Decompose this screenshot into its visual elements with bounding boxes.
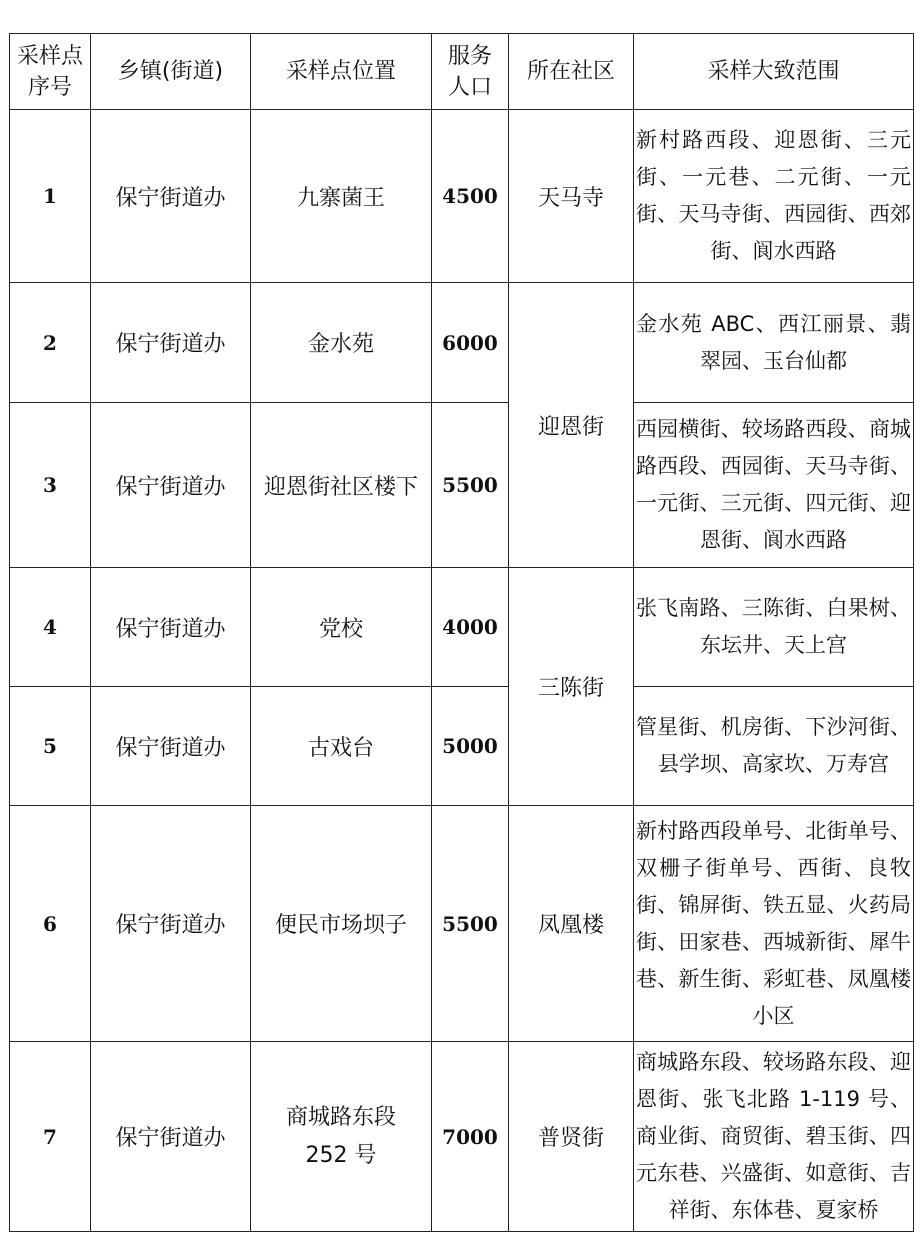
header-seq: 采样点序号 [10,34,91,110]
cell-town: 保宁街道办 [91,806,251,1042]
cell-community: 普贤街 [509,1042,634,1232]
header-town: 乡镇(街道) [91,34,251,110]
cell-range: 管星街、机房街、下沙河街、县学坝、高家坎、万寿宫 [634,687,914,806]
cell-seq: 7 [10,1042,91,1232]
header-population: 服务人口 [432,34,509,110]
cell-community: 天马寺 [509,110,634,283]
cell-location: 古戏台 [251,687,432,806]
cell-range: 商城路东段、较场路东段、迎恩街、张飞北路 1-119 号、商业街、商贸街、碧玉街、四元东巷、兴盛街、如意街、吉祥街、东体巷、夏家桥 [634,1042,914,1232]
cell-town: 保宁街道办 [91,1042,251,1232]
cell-range: 新村路西段单号、北街单号、双栅子街单号、西街、良牧街、锦屏街、铁五显、火药局街、田家巷、西城新街、犀牛巷、新生街、彩虹巷、凤凰楼小区 [634,806,914,1042]
cell-location: 迎恩街社区楼下 [251,403,432,568]
table-row [10,110,914,283]
table-row [10,403,914,568]
cell-range: 金水苑 ABC、西江丽景、翡翠园、玉台仙都 [634,283,914,403]
cell-population: 5500 [432,806,509,1042]
cell-seq: 3 [10,403,91,568]
cell-location: 九寨菌王 [251,110,432,283]
cell-seq: 1 [10,110,91,283]
header-location: 采样点位置 [251,34,432,110]
cell-location: 便民市场坝子 [251,806,432,1042]
header-range: 采样大致范围 [634,34,914,110]
table-row [10,568,914,687]
cell-community: 迎恩街 [509,283,634,568]
cell-town: 保宁街道办 [91,687,251,806]
cell-range: 新村路西段、迎恩街、三元街、一元巷、二元街、一元街、天马寺街、西园街、西郊街、阆水西路 [634,110,914,283]
cell-location: 党校 [251,568,432,687]
cell-town: 保宁街道办 [91,283,251,403]
cell-population: 7000 [432,1042,509,1232]
cell-seq: 6 [10,806,91,1042]
table-row [10,806,914,1042]
cell-seq: 4 [10,568,91,687]
cell-population: 5000 [432,687,509,806]
cell-location: 商城路东段 252 号 [251,1042,432,1232]
cell-range: 西园横街、较场路西段、商城路西段、西园街、天马寺街、一元街、三元街、四元街、迎恩街、阆水西路 [634,403,914,568]
cell-population: 4000 [432,568,509,687]
header-community: 所在社区 [509,34,634,110]
cell-town: 保宁街道办 [91,110,251,283]
cell-location: 金水苑 [251,283,432,403]
cell-community: 凤凰楼 [509,806,634,1042]
cell-population: 6000 [432,283,509,403]
cell-town: 保宁街道办 [91,568,251,687]
cell-seq: 5 [10,687,91,806]
table-row [10,1042,914,1232]
table-row [10,687,914,806]
cell-population: 4500 [432,110,509,283]
cell-community: 三陈街 [509,568,634,806]
sampling-table-wrapper [9,33,914,1232]
table-row [10,283,914,403]
cell-seq: 2 [10,283,91,403]
cell-town: 保宁街道办 [91,403,251,568]
table-header-row [10,34,914,110]
cell-range: 张飞南路、三陈街、白果树、东坛井、天上宫 [634,568,914,687]
cell-population: 5500 [432,403,509,568]
sampling-points-table [9,33,914,1232]
